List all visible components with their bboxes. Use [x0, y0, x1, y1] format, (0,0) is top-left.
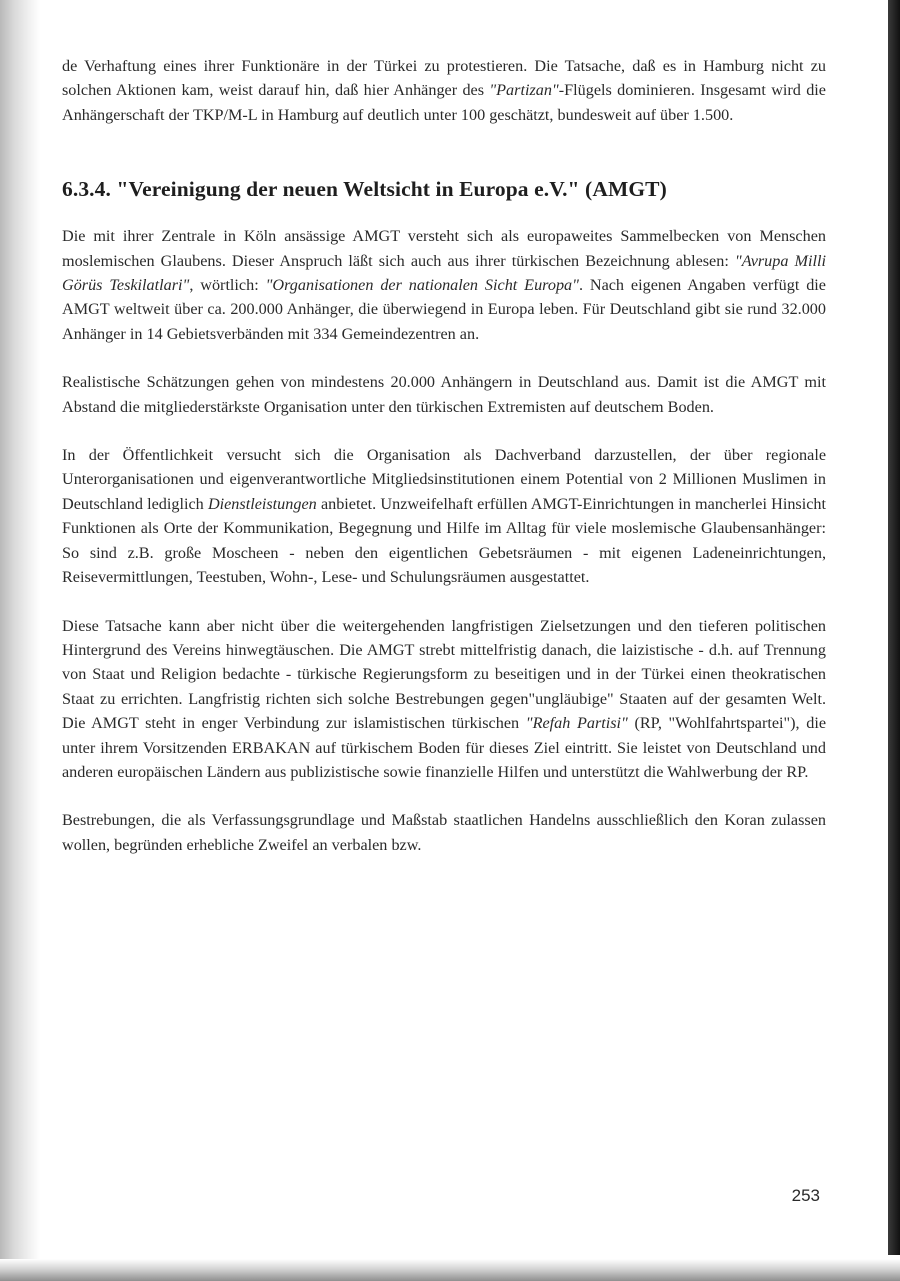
paragraph-4-text-b: (RP, "Wohlfahrtspartei"), die unter ihrem Vorsitzenden ERBAKAN auf türkischem Boden für dieses Ziel eintritt. Sie leistet von Deutschland und anderen europäischen Ländern aus publizistische sowie finanzielle Hilfen und unterstützt die Wahlwerbung der RP. — [62, 714, 827, 781]
paragraph-1-italic-1: "Avrupa Milli Görüs Teskilatlari" — [62, 251, 827, 295]
scan-shadow-left — [0, 0, 40, 1281]
scan-edge-bottom — [0, 1259, 900, 1281]
paragraph-4 — [62, 614, 826, 785]
paragraph-3 — [62, 443, 826, 589]
paragraph-1-italic-2: "Organisationen der nationalen Sicht Europa" — [265, 276, 579, 295]
paragraph-1-text-b: , wörtlich: — [189, 276, 266, 295]
paragraph-4-italic-1: "Refah Partisi" — [525, 714, 628, 733]
intro-text-rest: -Flügels dominieren. Insgesamt wird die Anhängerschaft der TKP/M-L in Hamburg auf deutlich unter 100 geschätzt, bundesweit auf über 1.500. — [62, 81, 826, 124]
paragraph-3-text-b: anbietet. Unzweifelhaft erfüllen AMGT-Einrichtungen in mancherlei Hinsicht Funktionen als Orte der Kommunikation, Begegnung und Hilfe im Alltag für viele moslemische Glaubensanhänger: So sind z.B. große Moscheen - neben den eigentlichen Gebetsräumen - mit eigenen Ladeneinrichtungen, Reisevermittlungen, Teestuben, Wohn-, Lese- und Schulungsräumen ausgestattet. — [62, 494, 826, 587]
document-page — [62, 42, 826, 857]
intro-italic-term: "Partizan" — [489, 81, 559, 100]
paragraph-3-italic-1: Dienstleistungen — [207, 494, 317, 513]
paragraph-1-text-c: . Nach eigenen Angaben verfügt die AMGT weltweit über ca. 200.000 Anhänger, die überwiegend in Europa leben. Für Deutschland gibt sie rund 32.000 Anhänger in 14 Gebietsverbänden mit 334 Gemeindezentren an. — [62, 276, 826, 343]
section-heading: 6.3.4. "Vereinigung der neuen Weltsicht in Europa e.V." (AMGT) — [62, 177, 667, 202]
intro-paragraph — [62, 54, 826, 127]
paragraph-4-text-a: Diese Tatsache kann aber nicht über die weitergehenden langfristigen Zielsetzungen und den tieferen politischen Hintergrund des Vereins hinwegtäuschen. Die AMGT strebt mittelfristig danach, die laizistische - d.h. auf Trennung von Staat und Religion bedachte - türkische Regierungsform zu beseitigen und in der Türkei einen theokratischen Staat zu errichten. Langfristig richten sich solche Bestrebungen gegen"ungläubige" Staaten auf der gesamten Welt. Die AMGT steht in enger Verbindung zur islamistischen türkischen — [62, 616, 826, 733]
page-number: 253 — [791, 1186, 820, 1205]
paragraph-3-text-a: In der Öffentlichkeit versucht sich die Organisation als Dachverband darzustellen, der über regionale Unterorganisationen und eigenverantwortliche Mitgliedsinstitutionen einem Potential von 2 Millionen Muslimen in Deutschland lediglich — [62, 446, 826, 513]
paragraph-5: Bestrebungen, die als Verfassungsgrundlage und Maßstab staatlichen Handelns ausschließlich den Koran zulassen wollen, begründen erhebliche Zweifel an verbalen bzw. — [62, 811, 826, 854]
paragraph-1-text-a: Die mit ihrer Zentrale in Köln ansässige AMGT versteht sich als europaweites Sammelbecken von Menschen moslemischen Glaubens. Dieser Anspruch läßt sich auch aus ihrer türkischen Bezeichnung ablesen: — [62, 227, 826, 270]
intro-text: de Verhaftung eines ihrer Funktionäre in der Türkei zu protestieren. Die Tatsache, daß es in Hamburg nicht zu solchen Aktionen kam, weist darauf hin, daß hier Anhänger des — [62, 57, 826, 100]
scan-edge-right — [888, 0, 900, 1255]
paragraph-1 — [62, 224, 826, 346]
paragraph-2: Realistische Schätzungen gehen von mindestens 20.000 Anhängern in Deutschland aus. Damit ist die AMGT mit Abstand die mitgliederstärkste Organisation unter den türkischen Extremisten auf deutschem Boden. — [62, 373, 826, 416]
